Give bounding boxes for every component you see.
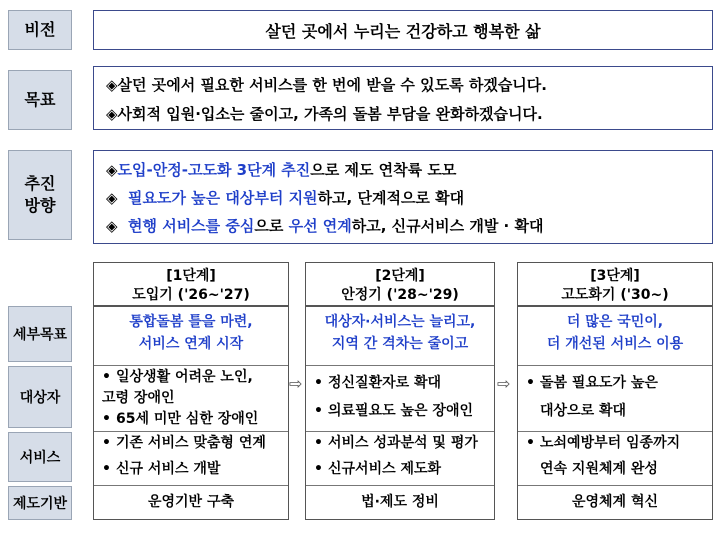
stage-3-target-1a-text: 돌봄 필요도가 높은 [540, 375, 658, 391]
stage-3-column [517, 306, 713, 520]
row-label-targets-text: 대상자 [19, 390, 61, 406]
stage-3-service-1 [526, 433, 708, 454]
stage-3-step: [3단계] [590, 268, 640, 284]
stage-2-service-1 [314, 433, 490, 454]
stage-1-goal-line2: 서비스 연계 시작 [138, 336, 244, 353]
stage-1-header [93, 262, 289, 306]
stage-1-target-2-text: 65세 미만 심한 장애인 [116, 411, 259, 427]
stage-1-target-1 [102, 367, 284, 388]
bullet-dot-icon: • [102, 369, 111, 385]
stage-1-target-1b-text: 고령 장애인 [102, 390, 175, 406]
arrow-right-icon: ⇨ [497, 374, 511, 393]
stage-2-target-2-text: 의료필요도 높은 장애인 [328, 403, 473, 419]
vision-box [93, 10, 713, 50]
bullet-dot-icon: • [102, 435, 111, 451]
row-label-services [8, 432, 72, 482]
stage-3-goal-line2: 더 개선된 서비스 이용 [546, 336, 684, 353]
bullet-dot-icon: • [102, 461, 111, 477]
direction-rest-2: 하고, 단계적으로 확대 [317, 189, 465, 207]
goals-label [8, 70, 72, 130]
goal-item-1 [106, 74, 547, 95]
direction-highlight-1: 도입-안정-고도화 3단계 추진 [117, 161, 311, 179]
stage-3-period: 고도화기 ('30~) [561, 286, 669, 303]
stage-2-step: [2단계] [375, 268, 425, 284]
bullet-dot-icon: • [526, 435, 535, 451]
direction-label-line1: 추진 [24, 174, 56, 194]
direction-rest-3: 하고, 신규서비스 개발 · 확대 [351, 217, 544, 235]
row-label-targets [8, 366, 72, 428]
stage-3-target-1b [526, 401, 708, 422]
direction-bullet-icon: ◈ [106, 161, 118, 179]
vision-label-text: 비전 [24, 20, 56, 40]
stage-3-service-1b-text: 연속 지원체계 완성 [540, 461, 658, 477]
stage-2-target-1-text: 정신질환자로 확대 [328, 375, 442, 391]
stage-1-goal [94, 307, 288, 356]
stage-3-service-1-text: 노쇠예방부터 임종까지 [540, 435, 681, 451]
goal-text-1: 살던 곳에서 필요한 서비스를 한 번에 받을 수 있도록 하겠습니다. [117, 76, 547, 94]
stage-2-header [305, 262, 495, 306]
stage-2-column [305, 306, 495, 520]
stage-2-service-2-text: 신규서비스 제도화 [328, 461, 442, 477]
stage-2-goal-line1: 대상자·서비스는 늘리고, [324, 314, 476, 330]
bullet-dot-icon: • [314, 435, 323, 451]
bullet-dot-icon: • [314, 403, 323, 419]
goals-box [93, 66, 713, 130]
direction-highlight-3a: 현행 서비스를 중심 [128, 217, 255, 235]
stage-2-period: 안정기 ('28~'29) [341, 286, 459, 303]
stage-1-service-1 [102, 433, 284, 454]
row-label-services-text: 서비스 [19, 450, 61, 466]
bullet-dot-icon: • [526, 375, 535, 391]
stage-2-service-1-text: 서비스 성과분석 및 평가 [328, 435, 478, 451]
direction-mid-3: 으로 [254, 217, 289, 235]
goal-text-2: 사회적 입원·입소는 줄이고, 가족의 돌봄 부담을 완화하겠습니다. [117, 105, 543, 123]
arrow-right-icon: ⇨ [289, 374, 303, 393]
goals-label-text: 목표 [24, 90, 56, 110]
bullet-dot-icon: • [314, 375, 323, 391]
stage-2-target-2 [314, 401, 490, 422]
stage-3-header [517, 262, 713, 306]
vision-label [8, 10, 72, 50]
stage-1-service-2 [102, 459, 284, 480]
goal-bullet-icon: ◈ [106, 105, 118, 123]
stage-2-service-2 [314, 459, 490, 480]
stage-1-goal-line1: 통합돌봄 틀을 마련, [129, 314, 253, 330]
direction-bullet-icon: ◈ [106, 217, 118, 235]
row-label-goals-text: 세부목표 [12, 327, 68, 343]
vision-text: 살던 곳에서 누리는 건강하고 행복한 삶 [265, 21, 541, 41]
direction-bullet-icon: ◈ [106, 189, 118, 207]
stage-2-goal-line2: 지역 간 격차는 줄이고 [331, 336, 469, 353]
stage-2-target-1 [314, 373, 490, 394]
stage-1-period: 도입기 ('26~'27) [132, 286, 250, 303]
stage-1-target-2 [102, 409, 284, 430]
stage-1-target-1a: 일상생활 어려운 노인, [116, 369, 253, 385]
direction-label-line2: 방향 [24, 196, 56, 215]
stage-2-infra: 법·제도 정비 [361, 494, 439, 510]
stage-1-target-1b [102, 388, 284, 409]
bullet-dot-icon: • [314, 461, 323, 477]
stage-3-service-1b [526, 459, 708, 480]
direction-box [93, 150, 713, 244]
stage-3-goal [518, 307, 712, 356]
direction-highlight-3b: 우선 연계 [288, 217, 352, 235]
stage-1-service-2-text: 신규 서비스 개발 [116, 461, 221, 477]
stage-3-target-1b-text: 대상으로 확대 [540, 403, 627, 419]
stage-1-infra: 운영기반 구축 [147, 494, 235, 510]
direction-item-1 [106, 159, 456, 180]
stage-3-infra: 운영체계 혁신 [571, 494, 659, 510]
stage-3-target-1 [526, 373, 708, 394]
row-label-goals [8, 306, 72, 362]
direction-label [8, 150, 72, 240]
goal-bullet-icon: ◈ [106, 76, 118, 94]
row-label-infra-text: 제도기반 [12, 496, 68, 512]
stage-1-step: [1단계] [166, 268, 216, 284]
direction-highlight-2: 필요도가 높은 대상부터 지원 [128, 189, 318, 207]
stage-1-service-1-text: 기존 서비스 맞춤형 연계 [116, 435, 266, 451]
direction-rest-1: 으로 제도 연착륙 도모 [310, 161, 457, 179]
stage-2-goal [306, 307, 494, 356]
row-label-infra [8, 486, 72, 520]
direction-item-3 [106, 215, 543, 236]
stage-3-goal-line1: 더 많은 국민이, [566, 314, 664, 330]
bullet-dot-icon: • [102, 411, 111, 427]
direction-item-2 [106, 187, 464, 208]
goal-item-2 [106, 103, 543, 124]
stage-1-column [93, 306, 289, 520]
